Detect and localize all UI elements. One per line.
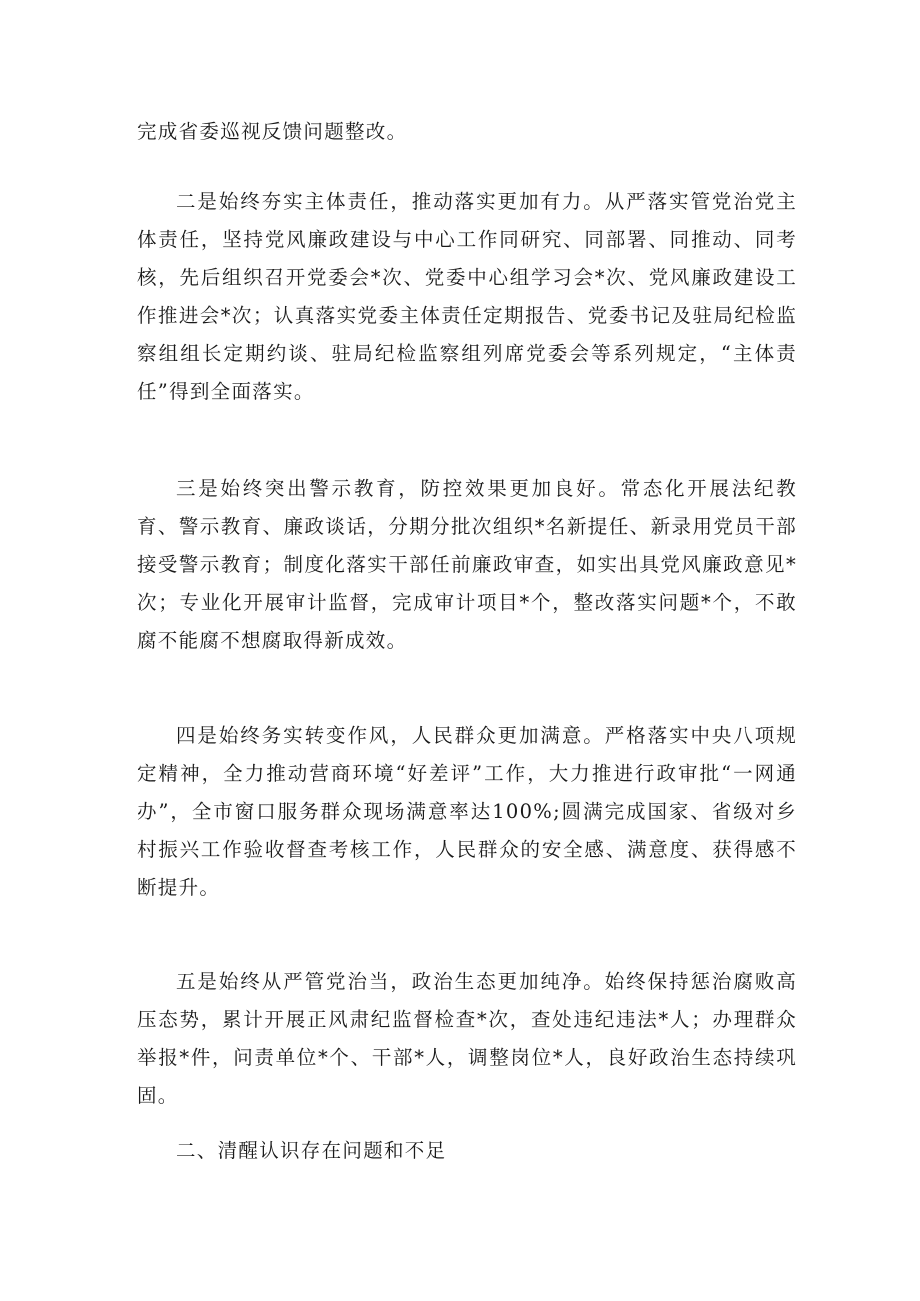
paragraph-continuation: 完成省委巡视反馈问题整改。	[137, 120, 408, 143]
paragraph-work-style: 四是始终务实转变作风，人民群众更加满意。严格落实中央八项规定精神，全力推动营商环境“好差评”工作，大力推进行政审批“一网通办”，全市窗口服务群众现场满意率达100%;圆满完成国家、省级对乡村振兴工作验收督查考核工作，人民群众的安全感、满意度、获得感不断提升。	[137, 724, 797, 899]
paragraph-responsibility: 二是始终夯实主体责任，推动落实更加有力。从严落实管党治党主体责任，坚持党风廉政建设与中心工作同研究、同部署、同推动、同考核，先后组织召开党委会*次、党委中心组学习会*次、党风廉政建设工作推进会*次；认真落实党委主体责任定期报告、党委书记及驻局纪检监察组组长定期约谈、驻局纪检监察组列席党委会等系列规定，“主体责任”得到全面落实。	[137, 190, 797, 403]
paragraph-warning-education: 三是始终突出警示教育，防控效果更加良好。常态化开展法纪教育、警示教育、廉政谈话，分期分批次组织*名新提任、新录用党员干部接受警示教育；制度化落实干部任前廉政审查，如实出具党风廉政意见*次；专业化开展审计监督，完成审计项目*个，整改落实问题*个，不敢腐不能腐不想腐取得新成效。	[137, 477, 797, 652]
paragraph-political-ecology: 五是始终从严管党治当，政治生态更加纯净。始终保持惩治腐败高压态势，累计开展正风肃纪监督检查*次，查处违纪违法*人；办理群众举报*件，问责单位*个、干部*人，调整岗位*人，良好政治生态持续巩固。	[137, 970, 797, 1107]
section-heading: 二、清醒认识存在问题和不足	[176, 1139, 447, 1162]
